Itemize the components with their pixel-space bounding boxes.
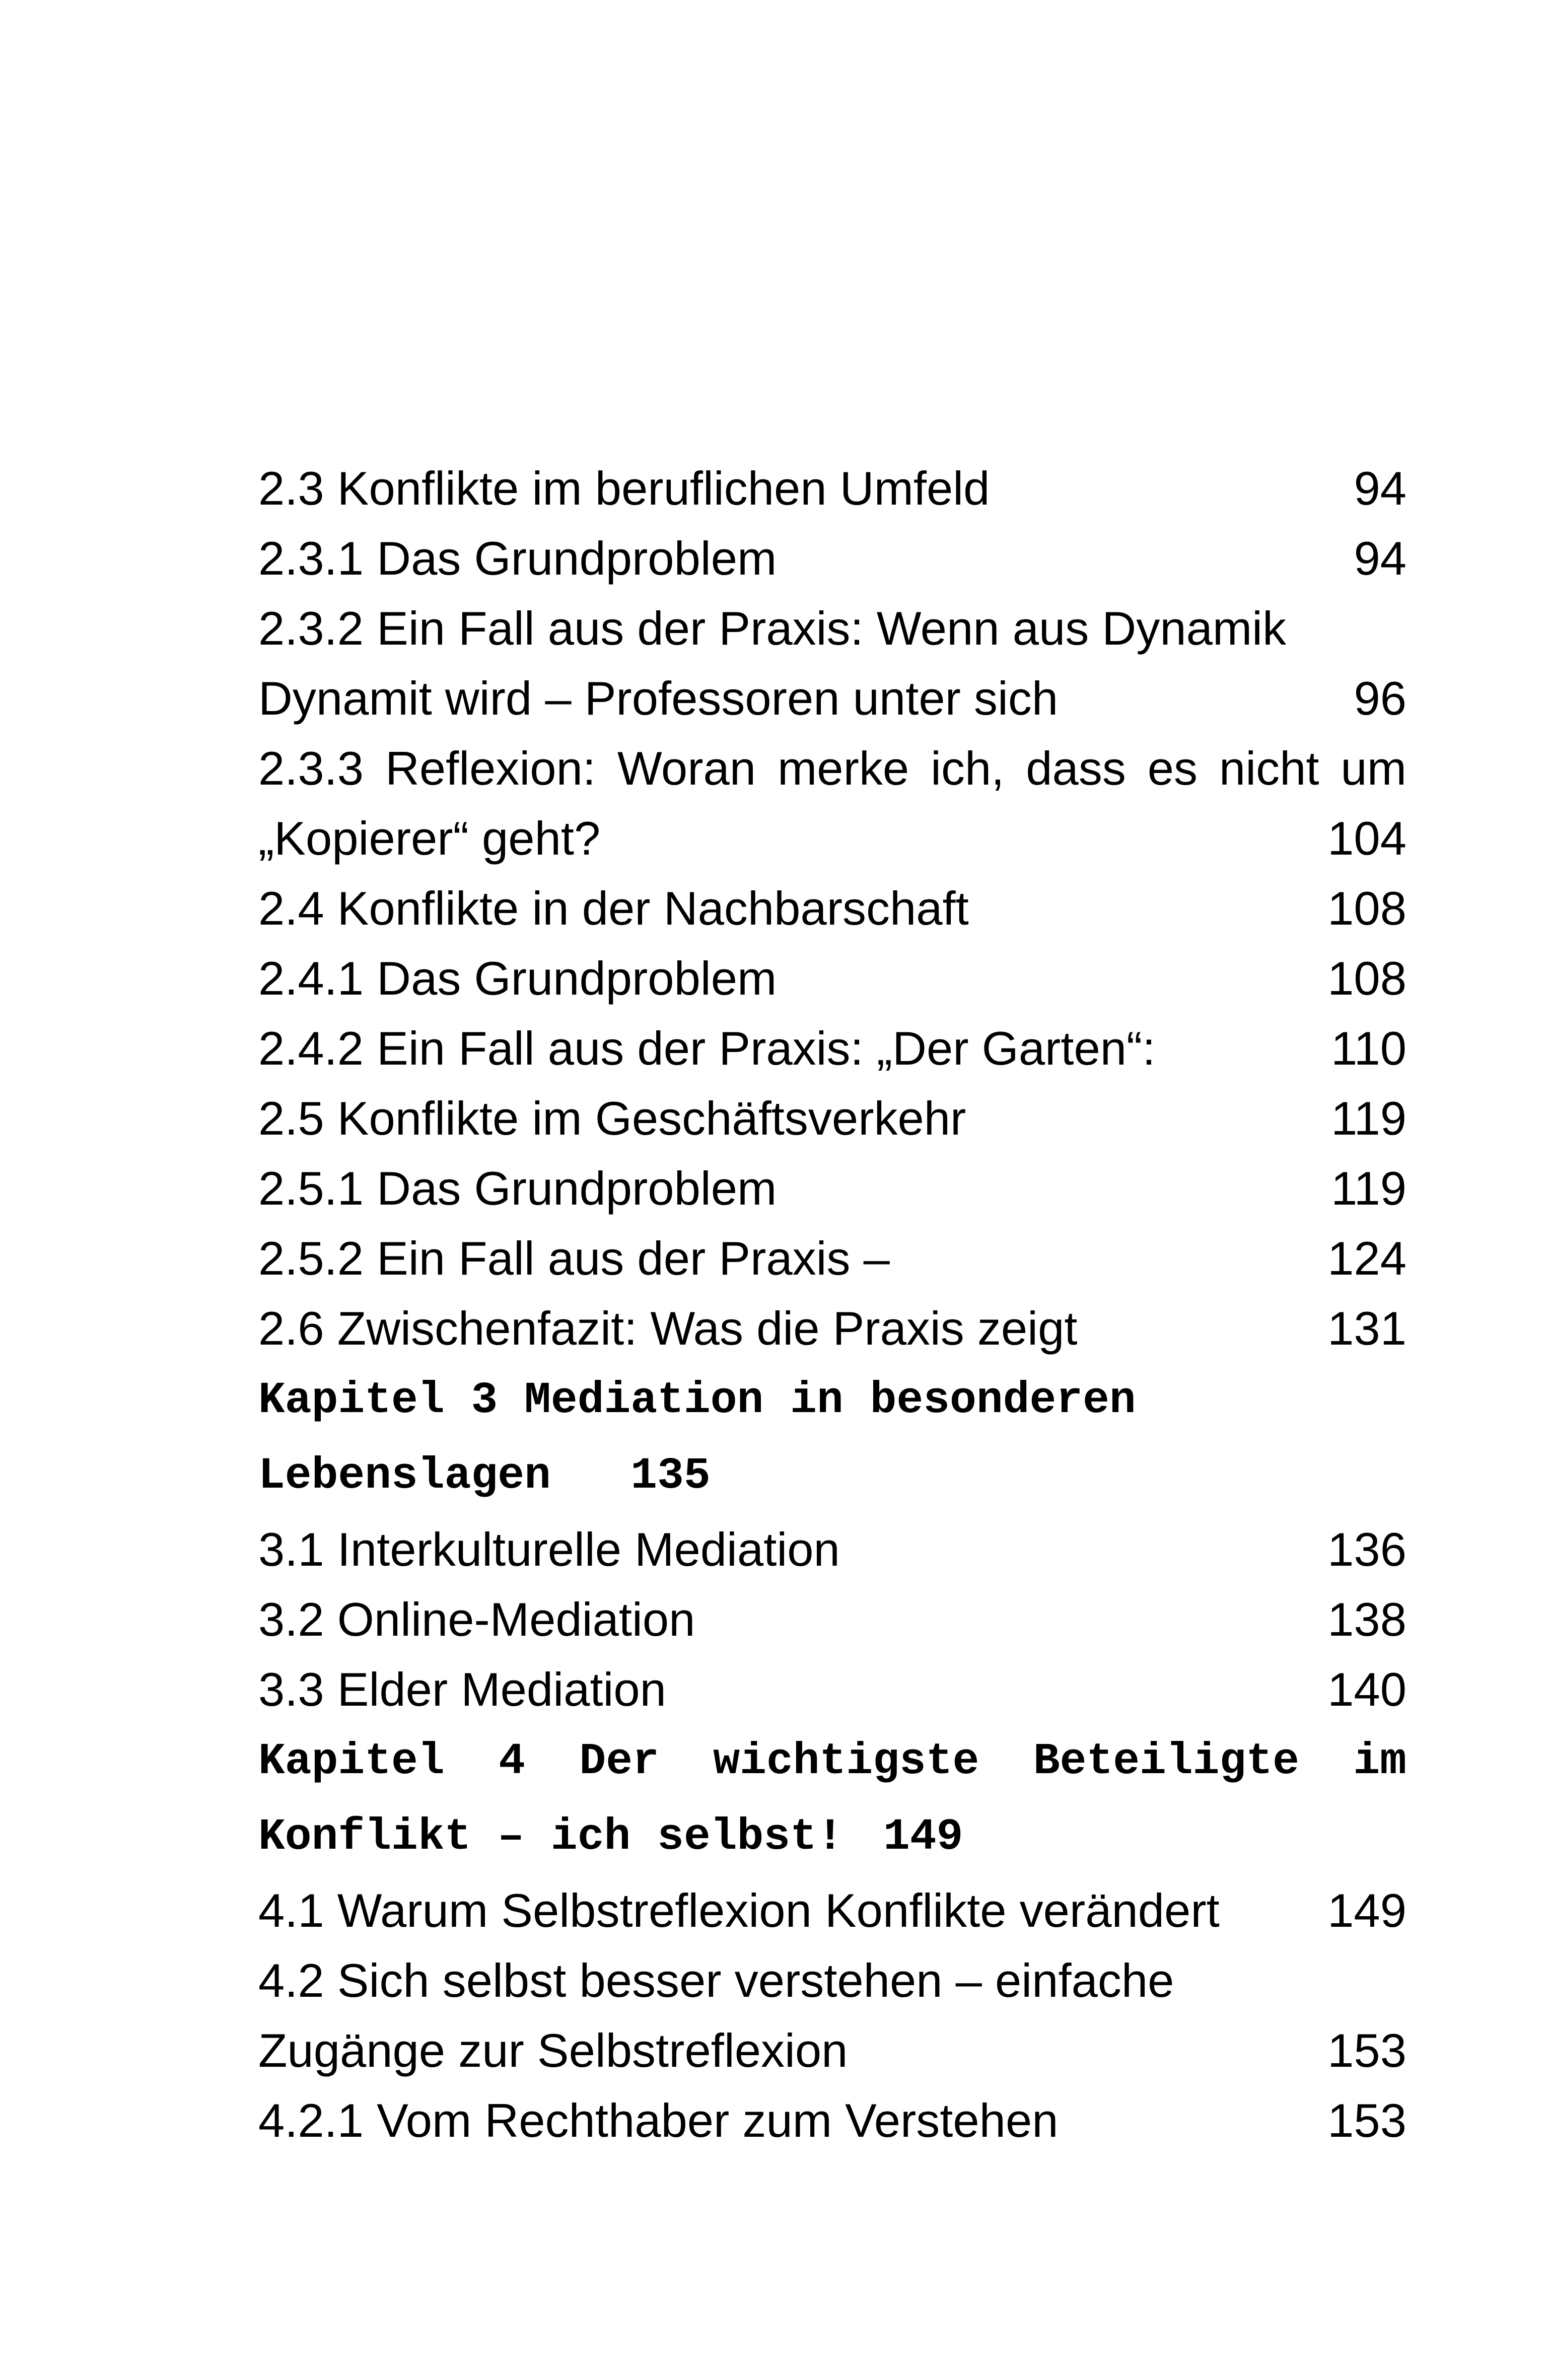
toc-entry: [258, 1083, 1407, 1153]
table-of-contents: [258, 453, 1407, 2155]
toc-entry-title: 4.2.1 Vom Rechthaber zum Verstehen: [258, 2094, 1059, 2147]
toc-entry-title: 2.3.3 Reflexion: Woran merke ich, dass es nicht um: [258, 742, 1407, 795]
toc-entry: [258, 1223, 1407, 1293]
toc-page-number: 149: [883, 1812, 963, 1862]
toc-chapter-heading: [258, 1439, 1407, 1514]
toc-page-number: 94: [1354, 532, 1407, 585]
toc-entry-title: 2.5.1 Das Grundproblem: [258, 1162, 777, 1215]
toc-entry: [258, 1875, 1407, 1945]
toc-page-number: 153: [1327, 2094, 1407, 2147]
toc-entry-title: 2.3.2 Ein Fall aus der Praxis: Wenn aus Dynamik: [258, 602, 1287, 655]
toc-page-number: 108: [1327, 952, 1407, 1005]
toc-entry: [258, 803, 1407, 873]
toc-entry: [258, 1584, 1407, 1654]
toc-page-number: 138: [1327, 1593, 1407, 1646]
toc-entry: [258, 1945, 1407, 2015]
toc-page-number: 119: [1331, 1162, 1407, 1215]
toc-page-number: 124: [1327, 1232, 1407, 1285]
toc-entry-title: 2.5.2 Ein Fall aus der Praxis –: [258, 1232, 890, 1285]
toc-entry-title: Dynamit wird – Professoren unter sich: [258, 672, 1059, 725]
toc-entry-title: 3.1 Interkulturelle Mediation: [258, 1523, 840, 1576]
toc-chapter-heading: [258, 1800, 1407, 1875]
toc-entry-title: Zugänge zur Selbstreflexion: [258, 2024, 848, 2077]
toc-entry: [258, 1013, 1407, 1083]
toc-entry: [258, 1514, 1407, 1584]
toc-page-number: 135: [630, 1451, 711, 1501]
toc-page-number: 131: [1327, 1302, 1407, 1355]
toc-entry: [258, 733, 1407, 803]
toc-page-number: 110: [1331, 1022, 1407, 1075]
toc-entry-title: 4.2 Sich selbst besser verstehen – einfache: [258, 1954, 1174, 2007]
toc-entry: [258, 523, 1407, 593]
toc-entry-title: 2.4.2 Ein Fall aus der Praxis: „Der Garten“:: [258, 1022, 1156, 1075]
toc-entry-title: 2.6 Zwischenfazit: Was die Praxis zeigt: [258, 1302, 1078, 1355]
toc-entry: [258, 943, 1407, 1013]
toc-entry: [258, 593, 1407, 663]
toc-entry: [258, 2085, 1407, 2155]
toc-chapter-title: Lebenslagen: [258, 1451, 551, 1501]
toc-page-number: 140: [1327, 1663, 1407, 1716]
toc-entry-title: 3.3 Elder Mediation: [258, 1663, 666, 1716]
toc-page-number: 136: [1327, 1523, 1407, 1576]
toc-page-number: 94: [1354, 462, 1407, 515]
toc-entry: [258, 1153, 1407, 1223]
toc-entry-title: 2.5 Konflikte im Geschäftsverkehr: [258, 1092, 966, 1145]
toc-entry-title: 2.4 Konflikte in der Nachbarschaft: [258, 882, 969, 935]
toc-entry-title: 2.3.1 Das Grundproblem: [258, 532, 777, 585]
toc-page-number: 108: [1327, 882, 1407, 935]
toc-entry: [258, 1654, 1407, 1724]
toc-entry: [258, 2015, 1407, 2085]
toc-page-number: 149: [1327, 1884, 1407, 1937]
toc-chapter-title: Kapitel 4 Der wichtigste Beteiligte im: [258, 1737, 1407, 1787]
toc-chapter-heading: [258, 1724, 1407, 1800]
toc-entry: [258, 873, 1407, 943]
toc-page-number: 153: [1327, 2024, 1407, 2077]
toc-entry-title: 2.4.1 Das Grundproblem: [258, 952, 777, 1005]
toc-entry: [258, 1293, 1407, 1363]
toc-entry-title: 2.3 Konflikte im beruflichen Umfeld: [258, 462, 990, 515]
toc-entry: [258, 453, 1407, 523]
toc-chapter-heading: [258, 1363, 1407, 1439]
toc-chapter-title: Konflikt – ich selbst!: [258, 1812, 843, 1862]
toc-page-number: 119: [1331, 1092, 1407, 1145]
toc-entry-title: 4.1 Warum Selbstreflexion Konflikte verändert: [258, 1884, 1220, 1937]
toc-entry-title: 3.2 Online-Mediation: [258, 1593, 695, 1646]
toc-page-number: 96: [1354, 672, 1407, 725]
toc-page-number: 104: [1327, 812, 1407, 865]
toc-entry: [258, 663, 1407, 733]
toc-entry-title: „Kopierer“ geht?: [258, 812, 601, 865]
toc-chapter-title: Kapitel 3 Mediation in besonderen: [258, 1376, 1136, 1426]
